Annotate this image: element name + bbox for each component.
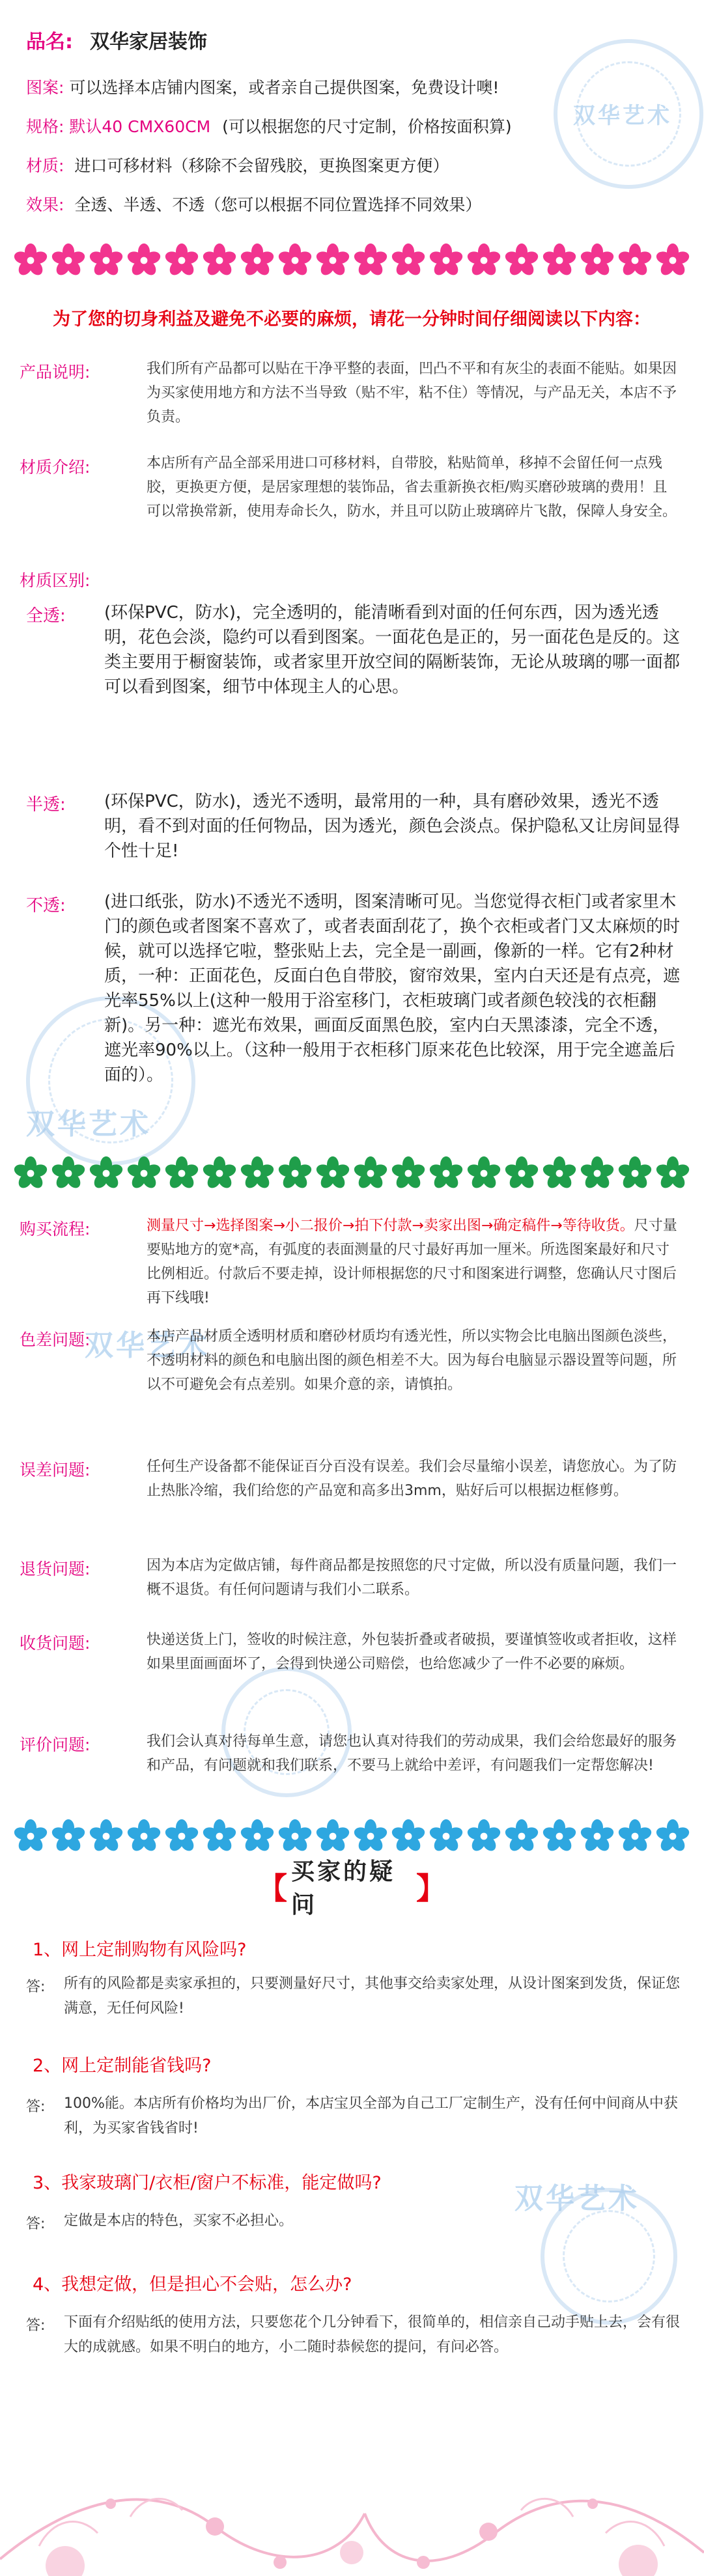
- receipt-issue-label: 收货问题:: [20, 1634, 91, 1653]
- intro-notice: 为了您的切身利益及避免不必要的麻烦，请花一分钟时间仔细阅读以下内容：: [53, 309, 651, 329]
- error-issue-text: 任何生产设备都不能保证百分百没有误差。我们会尽量缩小误差，请您放心。为了防止热胀冷缩，我们给您的产品宽和高多出3mm，贴好后可以根据边框修剪。: [147, 1459, 677, 1499]
- flower-icon: [504, 1156, 539, 1191]
- flower-icon: [164, 1819, 199, 1854]
- pattern-value: 可以选择本店铺内图案，或者亲自己提供图案，免费设计噢!: [69, 78, 500, 97]
- faq-title-text: 买家的疑问: [291, 1858, 396, 1918]
- flower-icon: [89, 1156, 124, 1191]
- flower-icon: [391, 243, 426, 278]
- product-name: 双华家居装饰: [89, 31, 207, 53]
- faq-answer: 定做是本店的特色，买家不必担心。: [64, 2213, 294, 2229]
- flow-arrow: →: [273, 1218, 285, 1234]
- review-issue-label: 评价问题:: [20, 1735, 91, 1754]
- faq-answer-label: 答:: [26, 2099, 46, 2115]
- effect-label: 效果:: [26, 195, 64, 214]
- flower-icon: [315, 1819, 350, 1854]
- flower-icon: [580, 1819, 615, 1854]
- review-issue-text: 我们会认真对待每单生意，请您也认真对待我们的劳动成果，我们会给您最好的服务和产品，有问题就和我们联系，不要马上就给中差评，有问题我们一定帮您解决!: [147, 1733, 677, 1774]
- flower-icon: [655, 1156, 690, 1191]
- flower-icon: [13, 1819, 48, 1854]
- flower-icon: [466, 1156, 501, 1191]
- flower-icon: [542, 243, 577, 278]
- flower-icon: [429, 1819, 464, 1854]
- flower-icon: [277, 1819, 313, 1854]
- flow-arrow: →: [481, 1218, 494, 1234]
- receipt-issue-text: 快递送货上门，签收的时候注意，外包装折叠或者破损，要谨慎签收或者拒收，这样如果里面画面坏了，会得到快递公司赔偿，也给您减少了一件不必要的麻烦。: [147, 1632, 677, 1672]
- size-row: [26, 116, 512, 138]
- flow-step: 小二报价: [285, 1218, 343, 1234]
- faq-answer-label: 答:: [26, 1979, 46, 1995]
- flower-icon: [277, 1156, 313, 1191]
- brand-watermark: 双华艺术: [573, 103, 672, 129]
- opaque-text: (进口纸张，防水)不透光不透明，图案清晰可见。当您觉得衣柜门或者家里木门的颜色或者图案不喜欢了，或者表面刮花了，换个衣柜或者门又太麻烦的时候，就可以选择它啦，整张贴上去，完全是一副画，像新的一样。它有2种材质，一种：正面花色，反面白色自带胶，窗帘效果，室内白天还是有点亮，遮光率55%以上(这种一般用于浴室移门，衣柜玻璃门或者颜色较浅的衣柜翻新)。另一种：遮光布效果，画面反面黑色胶，室内白天黑漆漆，完全不透，遮光率90%以上。（这种一般用于衣柜移门原来花色比较深，用于完全遮盖后面的）。: [104, 892, 681, 1085]
- flower-icon: [315, 243, 350, 278]
- full-transparent-label: 全透:: [26, 606, 66, 626]
- flower-icon: [353, 1156, 388, 1191]
- effect-value: 全透、半透、不透（您可以根据不同位置选择不同效果）: [74, 195, 482, 214]
- size-note: (可以根据您的尺寸定制，价格按面积算): [222, 117, 512, 136]
- pattern-row: [26, 77, 499, 99]
- full-transparent-text: (环保PVC，防水)，完全透明的，能清晰看到对面的任何东西，因为透光透明，花色会淡，隐约可以看到图案。一面花色是正的，另一面花色是反的。这类主要用于橱窗装饰，或者家里开放空间的隔断装饰，无论从玻璃的哪一面都可以看到图案，细节中体现主人的心思。: [104, 603, 681, 697]
- product-name-row: [26, 31, 207, 54]
- material-intro-text: 本店所有产品全部采用进口可移材料，自带胶，粘贴简单，移掉不会留任何一点残胶，更换更方便，是居家理想的装饰品，省去重新换衣柜/购买磨砂玻璃的费用！且可以常换常新，使用寿命长久，防水，并且可以防止玻璃碎片飞散，保障人身安全。: [147, 455, 677, 520]
- material-row: [26, 155, 449, 177]
- flower-icon: [164, 243, 199, 278]
- flower-icon: [466, 243, 501, 278]
- brand-watermark: 双华艺术: [26, 1108, 151, 1141]
- flower-icon: [429, 1156, 464, 1191]
- faq-question: 4、我想定做，但是担心不会贴，怎么办?: [33, 2275, 352, 2295]
- material-label: 材质:: [26, 156, 64, 175]
- refund-issue-text: 因为本店为定做店铺，每件商品都是按照您的尺寸定做，所以没有质量问题，我们一概不退货。有任何问题请与我们小二联系。: [147, 1558, 677, 1598]
- flow-step: 拍下付款: [354, 1218, 412, 1234]
- flower-icon: [580, 243, 615, 278]
- faq-question: 3、我家玻璃门/衣柜/窗户不标准，能定做吗?: [33, 2173, 382, 2193]
- flower-icon: [51, 243, 86, 278]
- flower-icon: [164, 1156, 199, 1191]
- flower-icon: [89, 1819, 124, 1854]
- flower-icon: [655, 243, 690, 278]
- faq-answer: 下面有介绍贴纸的使用方法，只要您花个几分钟看下，很简单的，相信亲自己动手贴上去，会有很大的成就感。如果不明白的地方，小二随时恭候您的提问，有问必答。: [64, 2314, 681, 2355]
- flower-icon: [580, 1156, 615, 1191]
- material-diff-heading: 材质区别:: [20, 571, 91, 590]
- refund-issue-label: 退货问题:: [20, 1560, 91, 1578]
- flower-icon: [466, 1819, 501, 1854]
- flower-icon: [126, 1156, 162, 1191]
- purchase-flow-label: 购买流程:: [20, 1220, 91, 1239]
- flower-icon: [504, 1819, 539, 1854]
- flower-icon: [277, 243, 313, 278]
- flower-icon: [655, 1819, 690, 1854]
- flow-arrow: →: [204, 1218, 216, 1234]
- flower-icon: [51, 1156, 86, 1191]
- flower-icon: [240, 243, 275, 278]
- flower-icon: [202, 1819, 237, 1854]
- flower-icon: [617, 1819, 653, 1854]
- brand-watermark: 双华艺术: [514, 2182, 640, 2215]
- flower-icon: [391, 1819, 426, 1854]
- color-issue-text: 本店产品材质全透明材质和磨砂材质均有透光性，所以实物会比电脑出图颜色淡些，不透明材料的颜色和电脑出图的颜色相差不大。因为每台电脑显示器设置等问题，所以不可避免会有点差别。如果介意的亲，请慎拍。: [147, 1328, 677, 1393]
- flower-icon: [429, 243, 464, 278]
- flower-icon: [542, 1819, 577, 1854]
- material-intro-label: 材质介绍:: [20, 458, 91, 477]
- size-label: 规格:: [26, 117, 64, 136]
- faq-answer-label: 答:: [26, 2317, 46, 2334]
- flower-icon: [51, 1819, 86, 1854]
- semi-transparent-text: (环保PVC，防水)，透光不透明，最常用的一种，具有磨砂效果，透光不透明，看不到对面的任何物品，因为透光，颜色会淡点。保护隐私又让房间显得个性十足!: [104, 792, 681, 861]
- flow-note: 尺寸量要贴地方的宽*高，有弧度的表面测量的尺寸最好再加一厘米。所选图案最好和尺寸比例相近。付款后不要走掉，设计师根据您的尺寸和图案进行调整，您确认尺寸图后再下线哦!: [147, 1218, 677, 1306]
- product-desc-label: 产品说明:: [20, 363, 91, 382]
- flow-arrow: →: [342, 1218, 355, 1234]
- pattern-label: 图案:: [26, 78, 64, 97]
- flow-step: 测量尺寸: [147, 1218, 204, 1234]
- product-desc-text: 我们所有产品都可以贴在干净平整的表面，凹凸不平和有灰尘的表面不能贴。如果因为买家使用地方和方法不当导致（贴不牢，粘不住）等情况，与产品无关，本店不予负责。: [147, 361, 677, 425]
- opaque-label: 不透:: [26, 896, 66, 916]
- flower-icon: [13, 243, 48, 278]
- purchase-flow: [147, 1214, 681, 1310]
- color-issue-label: 色差问题:: [20, 1330, 91, 1349]
- flower-icon: [542, 1156, 577, 1191]
- flow-step: 等待收货。: [562, 1218, 634, 1234]
- flower-icon: [353, 1819, 388, 1854]
- flow-step: 选择图案: [216, 1218, 274, 1234]
- error-issue-label: 误差问题:: [20, 1461, 91, 1479]
- faq-bracket-right: 】: [416, 1871, 446, 1906]
- size-default: 默认40 CMX60CM: [69, 117, 211, 136]
- faq-bracket-left: 【: [257, 1871, 287, 1906]
- flower-icon: [126, 1819, 162, 1854]
- faq-title: [257, 1858, 446, 1918]
- flower-icon: [504, 243, 539, 278]
- faq-answer: 100%能。本店所有价格均为出厂价，本店宝贝全部为自己工厂定制生产，没有任何中间商从中获利，为买家省钱省时!: [64, 2095, 678, 2136]
- flower-icon: [315, 1156, 350, 1191]
- faq-question: 1、网上定制购物有风险吗?: [33, 1940, 247, 1960]
- product-name-label: 品名:: [26, 31, 73, 53]
- faq-question: 2、网上定制能省钱吗?: [33, 2056, 212, 2076]
- flow-step: 确定稿件: [493, 1218, 551, 1234]
- flower-icon: [126, 243, 162, 278]
- flower-icon: [617, 1156, 653, 1191]
- flower-icon: [89, 243, 124, 278]
- flower-icon: [13, 1156, 48, 1191]
- green-flower-divider: [13, 1154, 690, 1193]
- flower-icon: [353, 243, 388, 278]
- flow-step: 卖家出图: [423, 1218, 481, 1234]
- flower-icon: [391, 1156, 426, 1191]
- effect-row: [26, 194, 481, 216]
- flower-icon: [240, 1819, 275, 1854]
- faq-answer-label: 答:: [26, 2216, 46, 2232]
- material-value: 进口可移材料（移除不会留残胶，更换图案更方便）: [74, 156, 449, 175]
- faq-answer: 所有的风险都是卖家承担的，只要测量好尺寸，其他事交给卖家处理，从设计图案到发货，保证您满意，无任何风险!: [64, 1976, 681, 2017]
- flower-icon: [240, 1156, 275, 1191]
- flow-arrow: →: [412, 1218, 424, 1234]
- semi-transparent-label: 半透:: [26, 795, 66, 815]
- floral-ornament: [0, 2455, 704, 2576]
- flower-icon: [617, 243, 653, 278]
- pink-flower-divider: [13, 241, 690, 280]
- flower-icon: [202, 1156, 237, 1191]
- blue-flower-divider: [13, 1817, 690, 1856]
- brand-watermark: 双华艺术: [85, 1329, 210, 1362]
- flower-icon: [202, 243, 237, 278]
- flow-arrow: →: [550, 1218, 563, 1234]
